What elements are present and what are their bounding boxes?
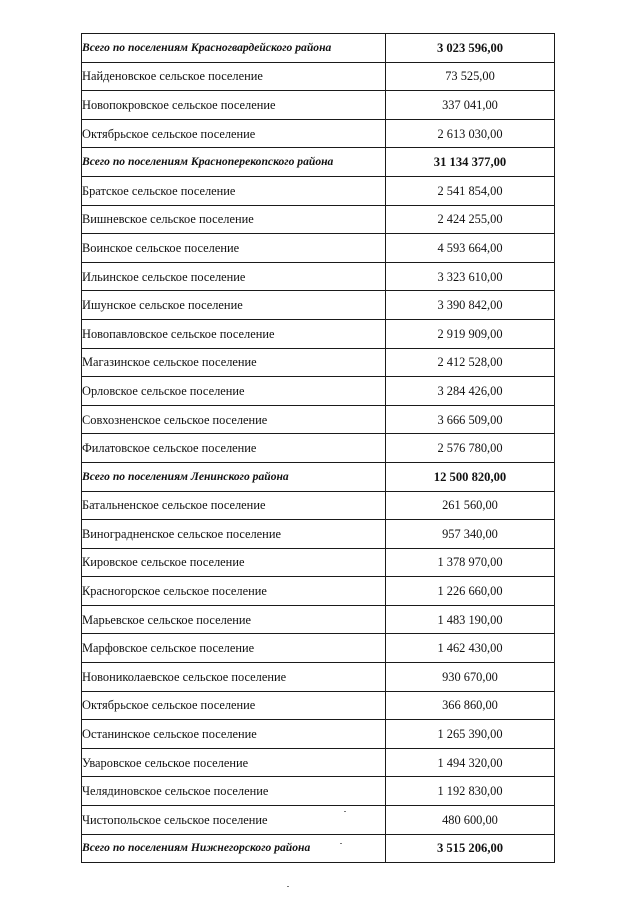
settlement-amount: 1 226 660,00 [386,577,555,606]
settlement-amount: 2 919 909,00 [386,319,555,348]
settlement-row [82,377,555,406]
settlement-name: Виноградненское сельское поселение [82,520,386,549]
settlement-amount: 1 483 190,00 [386,605,555,634]
settlement-row [82,491,555,520]
settlement-name: Совхозненское сельское поселение [82,405,386,434]
district-total-row [82,148,555,177]
settlement-row [82,405,555,434]
settlement-name: Братское сельское поселение [82,176,386,205]
settlement-row [82,348,555,377]
settlement-row [82,663,555,692]
settlement-row [82,176,555,205]
settlement-amount: 1 265 390,00 [386,720,555,749]
table-body [82,34,555,863]
settlement-amount: 3 666 509,00 [386,405,555,434]
settlement-amount: 2 412 528,00 [386,348,555,377]
settlement-amount: 480 600,00 [386,806,555,835]
district-total-row [82,34,555,63]
district-total-label: Всего по поселениям Красногвардейского района [82,34,386,63]
scan-speck [287,886,289,887]
settlement-name: Новониколаевское сельское поселение [82,663,386,692]
settlement-amount: 1 462 430,00 [386,634,555,663]
district-total-label: Всего по поселениям Ленинского района [82,462,386,491]
settlement-amount: 2 424 255,00 [386,205,555,234]
settlement-name: Филатовское сельское поселение [82,434,386,463]
district-total-amount: 3 515 206,00 [386,834,555,863]
settlement-row [82,634,555,663]
settlement-name: Батальненское сельское поселение [82,491,386,520]
settlement-amount: 3 390 842,00 [386,291,555,320]
settlement-name: Чистопольское сельское поселение [82,806,386,835]
settlement-amount: 4 593 664,00 [386,234,555,263]
settlement-name: Магазинское сельское поселение [82,348,386,377]
district-total-amount: 12 500 820,00 [386,462,555,491]
settlement-row [82,720,555,749]
settlement-row [82,748,555,777]
settlement-name: Останинское сельское поселение [82,720,386,749]
district-total-label: Всего по поселениям Красноперекопского района [82,148,386,177]
settlement-row [82,62,555,91]
settlement-amount: 957 340,00 [386,520,555,549]
settlement-amount: 337 041,00 [386,91,555,120]
settlement-row [82,520,555,549]
settlement-name: Ильинское сельское поселение [82,262,386,291]
settlement-name: Октябрьское сельское поселение [82,119,386,148]
settlement-row [82,548,555,577]
settlement-amount: 1 378 970,00 [386,548,555,577]
settlement-name: Марьевское сельское поселение [82,605,386,634]
settlement-row [82,319,555,348]
settlement-amount: 930 670,00 [386,663,555,692]
settlement-row [82,806,555,835]
settlement-name: Воинское сельское поселение [82,234,386,263]
settlement-amount: 261 560,00 [386,491,555,520]
district-total-amount: 3 023 596,00 [386,34,555,63]
settlement-row [82,119,555,148]
settlement-amount: 3 323 610,00 [386,262,555,291]
settlement-row [82,234,555,263]
settlement-amount: 366 860,00 [386,691,555,720]
settlement-name: Уваровское сельское поселение [82,748,386,777]
settlement-row [82,262,555,291]
settlement-row [82,434,555,463]
settlement-row [82,605,555,634]
settlement-amount: 2 613 030,00 [386,119,555,148]
settlement-name: Красногорское сельское поселение [82,577,386,606]
settlement-amount: 2 576 780,00 [386,434,555,463]
settlement-name: Найденовское сельское поселение [82,62,386,91]
settlement-amount: 3 284 426,00 [386,377,555,406]
settlement-name: Марфовское сельское поселение [82,634,386,663]
settlement-amount: 1 494 320,00 [386,748,555,777]
settlement-name: Ишунское сельское поселение [82,291,386,320]
settlement-name: Новопавловское сельское поселение [82,319,386,348]
settlement-name: Орловское сельское поселение [82,377,386,406]
settlement-row [82,577,555,606]
settlements-budget-table [81,33,555,863]
settlement-amount: 73 525,00 [386,62,555,91]
settlement-name: Челядиновское сельское поселение [82,777,386,806]
district-total-row [82,462,555,491]
settlement-row [82,205,555,234]
district-total-label: Всего по поселениям Нижнегорского района [82,834,386,863]
settlement-name: Вишневское сельское поселение [82,205,386,234]
settlement-row [82,291,555,320]
settlement-name: Новопокровское сельское поселение [82,91,386,120]
settlement-amount: 1 192 830,00 [386,777,555,806]
scan-speck [344,811,346,812]
settlement-amount: 2 541 854,00 [386,176,555,205]
settlement-name: Октябрьское сельское поселение [82,691,386,720]
settlement-row [82,691,555,720]
settlement-row [82,777,555,806]
scan-speck [340,843,342,844]
district-total-amount: 31 134 377,00 [386,148,555,177]
settlement-name: Кировское сельское поселение [82,548,386,577]
settlement-row [82,91,555,120]
district-total-row [82,834,555,863]
